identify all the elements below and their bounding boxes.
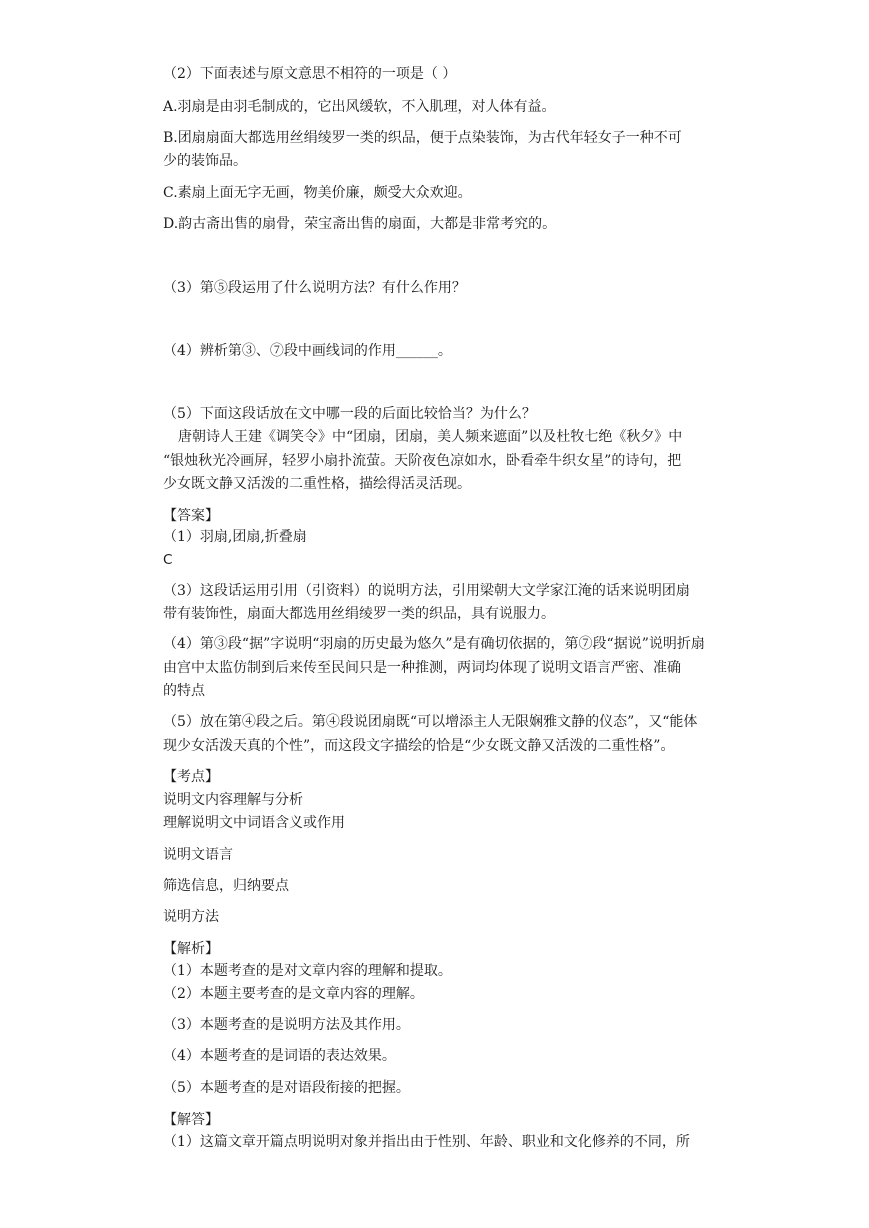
jiexi-item: （1）本题考查的是对文章内容的理解和提取。 [163,963,452,979]
answer-heading: 【答案】 [163,508,219,524]
jiexi-item: （2）本题主要考查的是文章内容的理解。 [163,986,424,1002]
answer-2: C [163,552,173,568]
kaodian-item: 说明文语言 [163,847,233,863]
kaodian-heading: 【考点】 [163,769,219,785]
jiexi-heading: 【解析】 [163,941,219,957]
answer-1: （1）羽扇,团扇,折叠扇 [163,529,307,545]
jieda-heading: 【解答】 [163,1112,219,1128]
q5-passage-line1: 唐朝诗人王建《调笑令》中“团扇，团扇，美人频来遮面”以及杜牧七绝《秋夕》中 [178,429,683,445]
jiexi-item: （3）本题考查的是说明方法及其作用。 [163,1017,410,1033]
q5-passage-line2: “银烛秋光冷画屏，轻罗小扇扑流萤。天阶夜色凉如水，卧看牵牛织女星”的诗句，把 [163,453,682,469]
q2-option-b-line1: B.团扇扇面大都选用丝绢绫罗一类的织品，便于点染装饰，为古代年轻女子一种不可 [163,130,682,146]
jiexi-item: （5）本题考查的是对语段衔接的把握。 [163,1080,410,1096]
answer-5-line2: 现少女活泼天真的个性”，而这段文字描绘的恰是“少女既文静又活泼的二重性格”。 [163,738,675,754]
answer-4-line2: 由宫中太监仿制到后来传至民间只是一种推测，两词均体现了说明文语言严密、准确 [163,660,681,676]
q2-option-b-line2: 少的装饰品。 [163,153,247,169]
q2-stem: （2）下面表述与原文意思不相符的一项是（ ） [163,66,457,82]
q5-stem: （5）下面这段话放在文中哪一段的后面比较恰当？为什么？ [163,406,536,422]
kaodian-item: 说明方法 [163,909,219,925]
jieda-line1: （1）这篇文章开篇点明说明对象并指出由于性别、年龄、职业和文化修养的不同，所 [163,1134,690,1150]
q3-stem: （3）第⑤段运用了什么说明方法？有什么作用？ [163,280,466,296]
answer-4-line3: 的特点 [163,683,205,699]
answer-3-line2: 带有装饰性，扇面大都选用丝绢绫罗一类的织品，具有说服力。 [163,606,555,622]
q4-stem: （4）辨析第③、⑦段中画线词的作用______。 [163,343,452,359]
kaodian-item: 筛选信息，归纳要点 [163,878,289,894]
answer-5-line1: （5）放在第④段之后。第④段说团扇既“可以增添主人无限娴雅文静的仪态”，又“能体 [163,714,698,730]
q2-option-d: D.韵古斋出售的扇骨，荣宝斋出售的扇面，大都是非常考究的。 [163,216,557,232]
q2-option-c: C.素扇上面无字无画，物美价廉，颇受大众欢迎。 [163,185,472,201]
jiexi-item: （4）本题考查的是词语的表达效果。 [163,1048,396,1064]
q5-passage-line3: 少女既文静又活泼的二重性格，描绘得活灵活现。 [163,476,471,492]
kaodian-item: 说明文内容理解与分析 [163,792,303,808]
kaodian-item: 理解说明文中词语含义或作用 [163,815,345,831]
answer-4-line1: （4）第③段“据”字说明“羽扇的历史最为悠久”是有确切依据的，第⑦段“据说”说明折扇 [163,636,705,652]
q2-option-a: A.羽扇是由羽毛制成的，它出风缓软，不入肌理，对人体有益。 [163,99,556,115]
answer-3-line1: （3）这段话运用引用（引资料）的说明方法，引用梁朝大文学家江淹的话来说明团扇 [163,583,690,599]
